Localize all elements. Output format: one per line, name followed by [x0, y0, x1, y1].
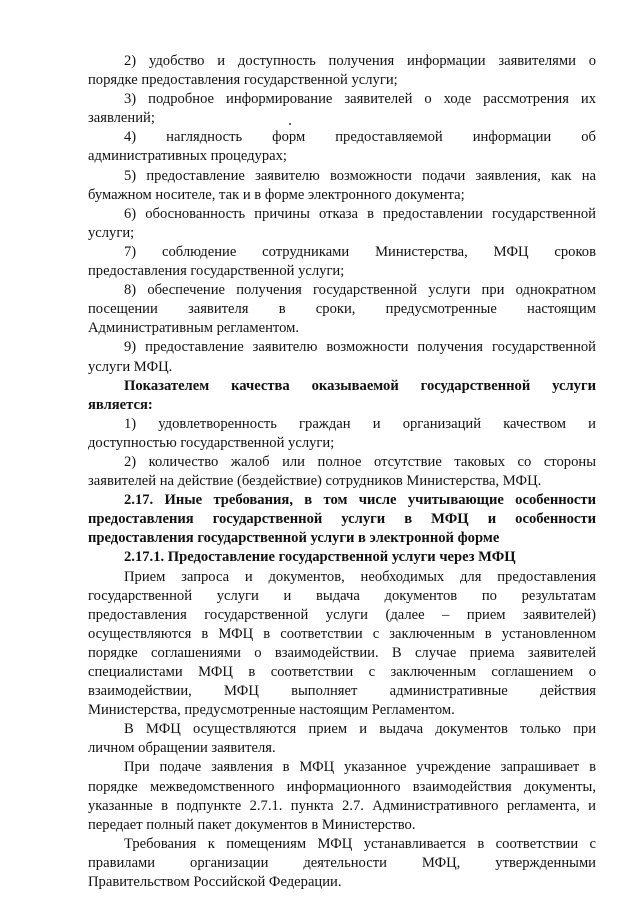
- text-line: Показателем качества оказываемой государственной услуги: [124, 377, 596, 394]
- list-item-3: [88, 90, 596, 128]
- list-item-9: [88, 338, 596, 376]
- text-line: посещении заявителя в сроки, предусмотренные настоящим: [88, 301, 596, 318]
- text-line: Министерства, предусмотренные настоящим Регламентом.: [88, 702, 455, 719]
- paragraph-request: [88, 758, 596, 834]
- paragraph-premises: [88, 835, 596, 892]
- section-heading-2-17: [88, 491, 596, 548]
- text-line: 3) подробное информирование заявителей о ходе рассмотрения их: [124, 91, 596, 108]
- text-line: 9) предоставление заявителю возможности получения государственной: [124, 339, 596, 356]
- list-item-4: [88, 128, 596, 166]
- text-line: личном обращении заявителя.: [88, 740, 276, 757]
- text-line: 5) предоставление заявителю возможности подачи заявления, как на: [124, 167, 596, 184]
- list-item-5: [88, 167, 596, 205]
- text-line: 6) обоснованность причины отказа в предоставлении государственной: [124, 205, 596, 222]
- text-line: услуги МФЦ.: [88, 358, 173, 375]
- document-page: [88, 52, 596, 892]
- text-line: указанные в подпункте 2.7.1. пункта 2.7. Административного регламента, и: [88, 797, 596, 814]
- text-line: порядке предоставления государственной услуги;: [88, 72, 398, 89]
- text-line: предоставления государственной услуги в электронной форме: [88, 530, 500, 547]
- text-line: бумажном носителе, так и в форме электронного документа;: [88, 186, 465, 203]
- list-item-6: [88, 205, 596, 243]
- text-line: В МФЦ осуществляются прием и выдача документов только при: [124, 721, 596, 738]
- text-line: заявлений;: [88, 110, 155, 127]
- text-line: Административным регламентом.: [88, 320, 300, 337]
- text-line: специалистами МФЦ в соответствии с заключенным соглашением о: [88, 664, 596, 680]
- text-line: правилами организации деятельности МФЦ, утвержденными: [88, 854, 596, 871]
- text-line: взаимодействии, МФЦ выполняет административные действия: [88, 683, 596, 700]
- section-heading-2-17-1: [88, 548, 596, 567]
- text-line: государственной услуги и выдача документов по результатам: [88, 587, 596, 604]
- text-line: порядке межведомственного информационного взаимодействия документы,: [88, 778, 596, 795]
- text-line: 2) удобство и доступность получения информации заявителями о: [124, 53, 596, 69]
- text-line: 7) соблюдение сотрудниками Министерства, МФЦ сроков: [124, 243, 596, 260]
- text-line: административных процедурах;: [88, 148, 287, 165]
- text-line: 2.17.1. Предоставление государственной услуги через МФЦ: [124, 549, 516, 566]
- list-item-2: [88, 52, 596, 90]
- text-line: передает полный пакет документов в Министерство.: [88, 816, 416, 833]
- text-line: Прием запроса и документов, необходимых для предоставления: [124, 568, 596, 585]
- text-line: Требования к помещениям МФЦ устанавливается в соответствии с: [124, 835, 596, 852]
- paragraph-personal: [88, 720, 596, 758]
- list-item-8: [88, 281, 596, 338]
- text-line: 2) количество жалоб или полное отсутствие таковых со стороны: [124, 453, 596, 470]
- text-line: 4) наглядность форм предоставляемой информации об: [124, 129, 596, 146]
- paragraph-reception: [88, 568, 596, 721]
- text-line: доступностью государственной услуги;: [88, 434, 335, 451]
- quality-heading: [88, 377, 596, 415]
- text-line: услуги;: [88, 224, 135, 241]
- text-line: Правительством Российской Федерации.: [88, 874, 342, 891]
- text-line: предоставления государственной услуги (далее – прием заявителей): [88, 606, 596, 623]
- text-line: При подаче заявления в МФЦ указанное учреждение запрашивает в: [124, 759, 596, 776]
- text-line: осуществляются в МФЦ в соответствии с заключенным в установленном: [88, 625, 596, 642]
- quality-item-1: [88, 415, 596, 453]
- list-item-7: [88, 243, 596, 281]
- text-line: 1) удовлетворенность граждан и организаций качеством и: [124, 415, 596, 432]
- quality-item-2: [88, 453, 596, 491]
- text-line: является:: [88, 396, 153, 413]
- text-line: предоставления государственной услуги;: [88, 263, 345, 280]
- text-line: заявителей на действие (бездействие) сотрудников Министерства, МФЦ.: [88, 473, 542, 490]
- text-line: 8) обеспечение получения государственной услуги при однократном: [124, 282, 596, 299]
- text-line: предоставления государственной услуги в МФЦ и особенности: [88, 511, 596, 528]
- text-line: порядке соглашениями о взаимодействии. В случае приема заявителей: [88, 644, 596, 661]
- text-line: 2.17. Иные требования, в том числе учитывающие особенности: [124, 492, 596, 509]
